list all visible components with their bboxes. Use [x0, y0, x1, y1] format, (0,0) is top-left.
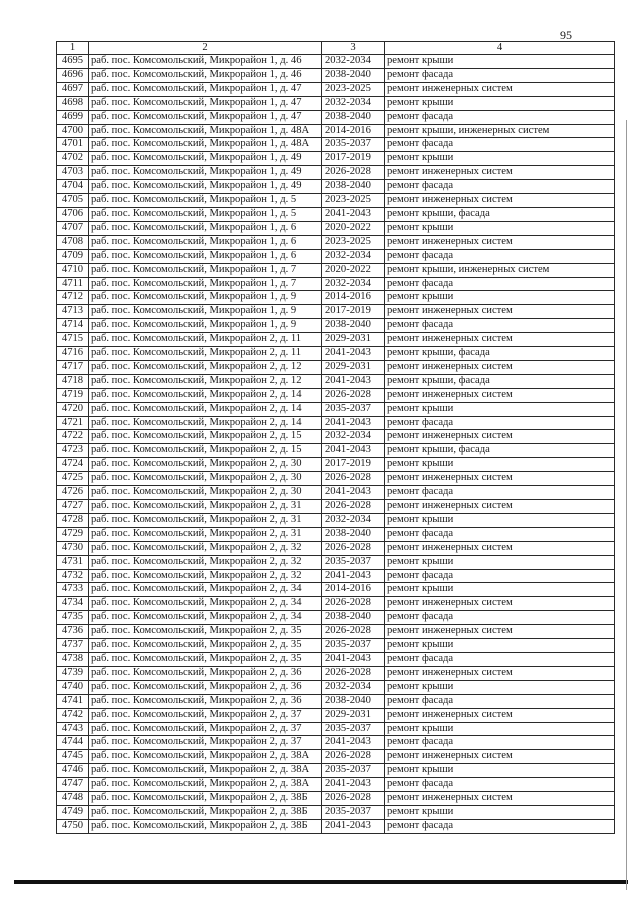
table-row	[57, 416, 615, 430]
row-number: 4713	[57, 305, 89, 319]
period-cell: 2029-2031	[322, 708, 385, 722]
period-cell: 2020-2022	[322, 221, 385, 235]
work-type-cell: ремонт крыши	[385, 402, 615, 416]
work-type-cell: ремонт инженерных систем	[385, 82, 615, 96]
row-number: 4734	[57, 597, 89, 611]
address-cell: раб. пос. Комсомольский, Микрорайон 2, д. 30	[89, 472, 322, 486]
table-row	[57, 110, 615, 124]
table-row	[57, 430, 615, 444]
period-cell: 2038-2040	[322, 180, 385, 194]
address-cell: раб. пос. Комсомольский, Микрорайон 2, д. 35	[89, 625, 322, 639]
address-cell: раб. пос. Комсомольский, Микрорайон 2, д. 11	[89, 347, 322, 361]
address-cell: раб. пос. Комсомольский, Микрорайон 2, д. 31	[89, 500, 322, 514]
work-type-cell: ремонт инженерных систем	[385, 333, 615, 347]
period-cell: 2041-2043	[322, 444, 385, 458]
work-type-cell: ремонт инженерных систем	[385, 235, 615, 249]
work-type-cell: ремонт крыши	[385, 221, 615, 235]
period-cell: 2017-2019	[322, 305, 385, 319]
row-number: 4740	[57, 680, 89, 694]
address-cell: раб. пос. Комсомольский, Микрорайон 2, д. 38Б	[89, 819, 322, 833]
work-type-cell: ремонт фасада	[385, 180, 615, 194]
work-type-cell: ремонт фасада	[385, 527, 615, 541]
work-type-cell: ремонт крыши, инженерных систем	[385, 263, 615, 277]
row-number: 4717	[57, 360, 89, 374]
period-cell: 2020-2022	[322, 263, 385, 277]
work-type-cell: ремонт крыши, фасада	[385, 374, 615, 388]
row-number: 4699	[57, 110, 89, 124]
bottom-scan-border	[14, 880, 628, 884]
table-row	[57, 541, 615, 555]
row-number: 4719	[57, 388, 89, 402]
row-number: 4701	[57, 138, 89, 152]
address-cell: раб. пос. Комсомольский, Микрорайон 2, д. 30	[89, 458, 322, 472]
work-type-cell: ремонт фасада	[385, 819, 615, 833]
address-cell: раб. пос. Комсомольский, Микрорайон 1, д. 6	[89, 221, 322, 235]
period-cell: 2038-2040	[322, 110, 385, 124]
row-number: 4731	[57, 555, 89, 569]
work-type-cell: ремонт фасада	[385, 249, 615, 263]
period-cell: 2041-2043	[322, 652, 385, 666]
row-number: 4737	[57, 639, 89, 653]
row-number: 4741	[57, 694, 89, 708]
address-cell: раб. пос. Комсомольский, Микрорайон 2, д. 12	[89, 360, 322, 374]
table-row	[57, 639, 615, 653]
work-type-cell: ремонт инженерных систем	[385, 194, 615, 208]
work-type-cell: ремонт инженерных систем	[385, 792, 615, 806]
period-cell: 2038-2040	[322, 694, 385, 708]
address-cell: раб. пос. Комсомольский, Микрорайон 2, д. 38А	[89, 778, 322, 792]
address-cell: раб. пос. Комсомольский, Микрорайон 1, д. 9	[89, 291, 322, 305]
address-cell: раб. пос. Комсомольский, Микрорайон 1, д. 5	[89, 207, 322, 221]
address-cell: раб. пос. Комсомольский, Микрорайон 2, д. 31	[89, 527, 322, 541]
period-cell: 2029-2031	[322, 333, 385, 347]
work-type-cell: ремонт инженерных систем	[385, 360, 615, 374]
period-cell: 2032-2034	[322, 513, 385, 527]
work-type-cell: ремонт инженерных систем	[385, 472, 615, 486]
period-cell: 2023-2025	[322, 82, 385, 96]
period-cell: 2014-2016	[322, 291, 385, 305]
row-number: 4705	[57, 194, 89, 208]
row-number: 4702	[57, 152, 89, 166]
row-number: 4748	[57, 792, 89, 806]
address-cell: раб. пос. Комсомольский, Микрорайон 1, д. 49	[89, 152, 322, 166]
table-row	[57, 750, 615, 764]
address-cell: раб. пос. Комсомольский, Микрорайон 1, д. 5	[89, 194, 322, 208]
period-cell: 2023-2025	[322, 235, 385, 249]
address-cell: раб. пос. Комсомольский, Микрорайон 2, д. 38Б	[89, 805, 322, 819]
period-cell: 2032-2034	[322, 249, 385, 263]
row-number: 4712	[57, 291, 89, 305]
row-number: 4732	[57, 569, 89, 583]
row-number: 4743	[57, 722, 89, 736]
work-type-cell: ремонт фасада	[385, 611, 615, 625]
period-cell: 2026-2028	[322, 541, 385, 555]
period-cell: 2014-2016	[322, 583, 385, 597]
row-number: 4706	[57, 207, 89, 221]
address-cell: раб. пос. Комсомольский, Микрорайон 2, д. 36	[89, 666, 322, 680]
period-cell: 2026-2028	[322, 625, 385, 639]
table-row	[57, 207, 615, 221]
row-number: 4749	[57, 805, 89, 819]
work-type-cell: ремонт фасада	[385, 736, 615, 750]
period-cell: 2035-2037	[322, 138, 385, 152]
address-cell: раб. пос. Комсомольский, Микрорайон 2, д. 14	[89, 388, 322, 402]
period-cell: 2035-2037	[322, 402, 385, 416]
work-type-cell: ремонт крыши	[385, 555, 615, 569]
table-row	[57, 333, 615, 347]
row-number: 4715	[57, 333, 89, 347]
row-number: 4721	[57, 416, 89, 430]
row-number: 4722	[57, 430, 89, 444]
table-row	[57, 583, 615, 597]
address-cell: раб. пос. Комсомольский, Микрорайон 2, д. 37	[89, 708, 322, 722]
row-number: 4696	[57, 68, 89, 82]
work-type-cell: ремонт крыши	[385, 152, 615, 166]
work-type-cell: ремонт инженерных систем	[385, 708, 615, 722]
table-row	[57, 55, 615, 69]
table-row	[57, 249, 615, 263]
row-number: 4724	[57, 458, 89, 472]
right-scan-edge	[626, 120, 627, 890]
row-number: 4718	[57, 374, 89, 388]
period-cell: 2023-2025	[322, 194, 385, 208]
table-row	[57, 694, 615, 708]
address-cell: раб. пос. Комсомольский, Микрорайон 1, д. 47	[89, 96, 322, 110]
row-number: 4723	[57, 444, 89, 458]
table-row	[57, 152, 615, 166]
work-type-cell: ремонт крыши	[385, 55, 615, 69]
address-cell: раб. пос. Комсомольский, Микрорайон 1, д. 49	[89, 166, 322, 180]
period-cell: 2026-2028	[322, 500, 385, 514]
address-cell: раб. пос. Комсомольский, Микрорайон 1, д. 47	[89, 82, 322, 96]
table-row	[57, 805, 615, 819]
address-cell: раб. пос. Комсомольский, Микрорайон 2, д. 30	[89, 486, 322, 500]
period-cell: 2026-2028	[322, 472, 385, 486]
table-row	[57, 277, 615, 291]
period-cell: 2041-2043	[322, 416, 385, 430]
row-number: 4697	[57, 82, 89, 96]
period-cell: 2026-2028	[322, 666, 385, 680]
work-type-cell: ремонт инженерных систем	[385, 166, 615, 180]
repair-schedule-table	[56, 41, 615, 834]
row-number: 4736	[57, 625, 89, 639]
address-cell: раб. пос. Комсомольский, Микрорайон 1, д. 9	[89, 319, 322, 333]
column-header-3: 3	[322, 42, 385, 55]
address-cell: раб. пос. Комсомольский, Микрорайон 1, д. 49	[89, 180, 322, 194]
work-type-cell: ремонт инженерных систем	[385, 666, 615, 680]
address-cell: раб. пос. Комсомольский, Микрорайон 2, д. 14	[89, 416, 322, 430]
period-cell: 2041-2043	[322, 486, 385, 500]
address-cell: раб. пос. Комсомольский, Микрорайон 1, д. 7	[89, 263, 322, 277]
address-cell: раб. пос. Комсомольский, Микрорайон 2, д. 35	[89, 639, 322, 653]
table-row	[57, 708, 615, 722]
work-type-cell: ремонт крыши	[385, 513, 615, 527]
row-number: 4709	[57, 249, 89, 263]
column-header-1: 1	[57, 42, 89, 55]
work-type-cell: ремонт крыши	[385, 764, 615, 778]
row-number: 4704	[57, 180, 89, 194]
period-cell: 2035-2037	[322, 764, 385, 778]
table-row	[57, 764, 615, 778]
row-number: 4714	[57, 319, 89, 333]
address-cell: раб. пос. Комсомольский, Микрорайон 1, д. 7	[89, 277, 322, 291]
period-cell: 2041-2043	[322, 736, 385, 750]
period-cell: 2035-2037	[322, 555, 385, 569]
table-row	[57, 347, 615, 361]
work-type-cell: ремонт инженерных систем	[385, 388, 615, 402]
period-cell: 2032-2034	[322, 55, 385, 69]
table-row	[57, 388, 615, 402]
address-cell: раб. пос. Комсомольский, Микрорайон 1, д. 47	[89, 110, 322, 124]
address-cell: раб. пос. Комсомольский, Микрорайон 2, д. 14	[89, 402, 322, 416]
period-cell: 2017-2019	[322, 458, 385, 472]
row-number: 4727	[57, 500, 89, 514]
table-row	[57, 625, 615, 639]
row-number: 4739	[57, 666, 89, 680]
row-number: 4698	[57, 96, 89, 110]
work-type-cell: ремонт инженерных систем	[385, 750, 615, 764]
row-number: 4716	[57, 347, 89, 361]
page-number: 95	[560, 28, 572, 42]
table-row	[57, 138, 615, 152]
row-number: 4730	[57, 541, 89, 555]
period-cell: 2032-2034	[322, 277, 385, 291]
table-row	[57, 555, 615, 569]
table-row	[57, 513, 615, 527]
table-row	[57, 291, 615, 305]
address-cell: раб. пос. Комсомольский, Микрорайон 2, д. 34	[89, 583, 322, 597]
work-type-cell: ремонт крыши, инженерных систем	[385, 124, 615, 138]
period-cell: 2041-2043	[322, 819, 385, 833]
period-cell: 2032-2034	[322, 430, 385, 444]
address-cell: раб. пос. Комсомольский, Микрорайон 1, д. 48А	[89, 124, 322, 138]
table-row	[57, 722, 615, 736]
row-number: 4725	[57, 472, 89, 486]
address-cell: раб. пос. Комсомольский, Микрорайон 2, д. 15	[89, 430, 322, 444]
work-type-cell: ремонт фасада	[385, 778, 615, 792]
work-type-cell: ремонт фасада	[385, 68, 615, 82]
work-type-cell: ремонт фасада	[385, 486, 615, 500]
address-cell: раб. пос. Комсомольский, Микрорайон 2, д. 35	[89, 652, 322, 666]
table-row	[57, 319, 615, 333]
table-row	[57, 235, 615, 249]
address-cell: раб. пос. Комсомольский, Микрорайон 1, д. 48А	[89, 138, 322, 152]
work-type-cell: ремонт крыши	[385, 805, 615, 819]
period-cell: 2041-2043	[322, 778, 385, 792]
row-number: 4746	[57, 764, 89, 778]
table-row	[57, 402, 615, 416]
row-number: 4744	[57, 736, 89, 750]
period-cell: 2041-2043	[322, 569, 385, 583]
address-cell: раб. пос. Комсомольский, Микрорайон 1, д. 9	[89, 305, 322, 319]
row-number: 4700	[57, 124, 89, 138]
table-row	[57, 374, 615, 388]
address-cell: раб. пос. Комсомольский, Микрорайон 2, д. 37	[89, 736, 322, 750]
work-type-cell: ремонт крыши, фасада	[385, 444, 615, 458]
period-cell: 2035-2037	[322, 722, 385, 736]
work-type-cell: ремонт крыши	[385, 639, 615, 653]
period-cell: 2041-2043	[322, 207, 385, 221]
address-cell: раб. пос. Комсомольский, Микрорайон 1, д. 46	[89, 68, 322, 82]
address-cell: раб. пос. Комсомольский, Микрорайон 2, д. 32	[89, 569, 322, 583]
table-row	[57, 472, 615, 486]
column-header-4: 4	[385, 42, 615, 55]
address-cell: раб. пос. Комсомольский, Микрорайон 1, д. 46	[89, 55, 322, 69]
table-row	[57, 458, 615, 472]
row-number: 4708	[57, 235, 89, 249]
period-cell: 2026-2028	[322, 597, 385, 611]
address-cell: раб. пос. Комсомольский, Микрорайон 2, д. 15	[89, 444, 322, 458]
work-type-cell: ремонт крыши	[385, 291, 615, 305]
work-type-cell: ремонт инженерных систем	[385, 305, 615, 319]
work-type-cell: ремонт фасада	[385, 319, 615, 333]
period-cell: 2041-2043	[322, 347, 385, 361]
table-row	[57, 569, 615, 583]
table-row	[57, 82, 615, 96]
period-cell: 2026-2028	[322, 388, 385, 402]
period-cell: 2017-2019	[322, 152, 385, 166]
table-row	[57, 124, 615, 138]
table-row	[57, 263, 615, 277]
table-row	[57, 68, 615, 82]
period-cell: 2014-2016	[322, 124, 385, 138]
work-type-cell: ремонт крыши, фасада	[385, 207, 615, 221]
table-row	[57, 166, 615, 180]
work-type-cell: ремонт инженерных систем	[385, 500, 615, 514]
row-number: 4735	[57, 611, 89, 625]
table-row	[57, 221, 615, 235]
period-cell: 2038-2040	[322, 319, 385, 333]
address-cell: раб. пос. Комсомольский, Микрорайон 2, д. 37	[89, 722, 322, 736]
row-number: 4747	[57, 778, 89, 792]
work-type-cell: ремонт крыши, фасада	[385, 347, 615, 361]
address-cell: раб. пос. Комсомольский, Микрорайон 2, д. 38Б	[89, 792, 322, 806]
work-type-cell: ремонт крыши	[385, 722, 615, 736]
row-number: 4707	[57, 221, 89, 235]
table-body	[57, 42, 615, 834]
work-type-cell: ремонт фасада	[385, 694, 615, 708]
address-cell: раб. пос. Комсомольский, Микрорайон 2, д. 36	[89, 694, 322, 708]
period-cell: 2026-2028	[322, 792, 385, 806]
table-row	[57, 819, 615, 833]
table-row	[57, 500, 615, 514]
table-row	[57, 527, 615, 541]
period-cell: 2026-2028	[322, 166, 385, 180]
table-row	[57, 360, 615, 374]
row-number: 4695	[57, 55, 89, 69]
table-row	[57, 792, 615, 806]
address-cell: раб. пос. Комсомольский, Микрорайон 2, д. 34	[89, 597, 322, 611]
row-number: 4729	[57, 527, 89, 541]
period-cell: 2038-2040	[322, 527, 385, 541]
work-type-cell: ремонт фасада	[385, 277, 615, 291]
table-row	[57, 96, 615, 110]
table-row	[57, 680, 615, 694]
address-cell: раб. пос. Комсомольский, Микрорайон 1, д. 6	[89, 235, 322, 249]
work-type-cell: ремонт инженерных систем	[385, 597, 615, 611]
table-row	[57, 194, 615, 208]
work-type-cell: ремонт инженерных систем	[385, 541, 615, 555]
table-row	[57, 778, 615, 792]
work-type-cell: ремонт фасада	[385, 416, 615, 430]
address-cell: раб. пос. Комсомольский, Микрорайон 2, д. 32	[89, 541, 322, 555]
work-type-cell: ремонт крыши	[385, 680, 615, 694]
table-row	[57, 180, 615, 194]
table-row	[57, 597, 615, 611]
address-cell: раб. пос. Комсомольский, Микрорайон 2, д. 38А	[89, 764, 322, 778]
address-cell: раб. пос. Комсомольский, Микрорайон 2, д. 12	[89, 374, 322, 388]
repair-schedule-table-wrapper	[56, 41, 614, 834]
work-type-cell: ремонт крыши	[385, 583, 615, 597]
work-type-cell: ремонт крыши	[385, 458, 615, 472]
table-row	[57, 486, 615, 500]
address-cell: раб. пос. Комсомольский, Микрорайон 2, д. 11	[89, 333, 322, 347]
table-row	[57, 444, 615, 458]
table-row	[57, 666, 615, 680]
address-cell: раб. пос. Комсомольский, Микрорайон 2, д. 34	[89, 611, 322, 625]
work-type-cell: ремонт фасада	[385, 138, 615, 152]
address-cell: раб. пос. Комсомольский, Микрорайон 1, д. 6	[89, 249, 322, 263]
column-number-row	[57, 42, 615, 55]
period-cell: 2032-2034	[322, 680, 385, 694]
row-number: 4710	[57, 263, 89, 277]
work-type-cell: ремонт фасада	[385, 110, 615, 124]
table-row	[57, 652, 615, 666]
period-cell: 2035-2037	[322, 805, 385, 819]
row-number: 4733	[57, 583, 89, 597]
row-number: 4745	[57, 750, 89, 764]
row-number: 4703	[57, 166, 89, 180]
work-type-cell: ремонт фасада	[385, 652, 615, 666]
work-type-cell: ремонт крыши	[385, 96, 615, 110]
work-type-cell: ремонт инженерных систем	[385, 625, 615, 639]
table-row	[57, 736, 615, 750]
address-cell: раб. пос. Комсомольский, Микрорайон 2, д. 36	[89, 680, 322, 694]
row-number: 4738	[57, 652, 89, 666]
row-number: 4720	[57, 402, 89, 416]
address-cell: раб. пос. Комсомольский, Микрорайон 2, д. 31	[89, 513, 322, 527]
period-cell: 2032-2034	[322, 96, 385, 110]
period-cell: 2029-2031	[322, 360, 385, 374]
period-cell: 2041-2043	[322, 374, 385, 388]
work-type-cell: ремонт инженерных систем	[385, 430, 615, 444]
column-header-2: 2	[89, 42, 322, 55]
address-cell: раб. пос. Комсомольский, Микрорайон 2, д. 38А	[89, 750, 322, 764]
period-cell: 2035-2037	[322, 639, 385, 653]
row-number: 4726	[57, 486, 89, 500]
table-row	[57, 305, 615, 319]
period-cell: 2038-2040	[322, 68, 385, 82]
row-number: 4728	[57, 513, 89, 527]
period-cell: 2026-2028	[322, 750, 385, 764]
row-number: 4750	[57, 819, 89, 833]
row-number: 4742	[57, 708, 89, 722]
row-number: 4711	[57, 277, 89, 291]
work-type-cell: ремонт фасада	[385, 569, 615, 583]
period-cell: 2038-2040	[322, 611, 385, 625]
table-row	[57, 611, 615, 625]
address-cell: раб. пос. Комсомольский, Микрорайон 2, д. 32	[89, 555, 322, 569]
